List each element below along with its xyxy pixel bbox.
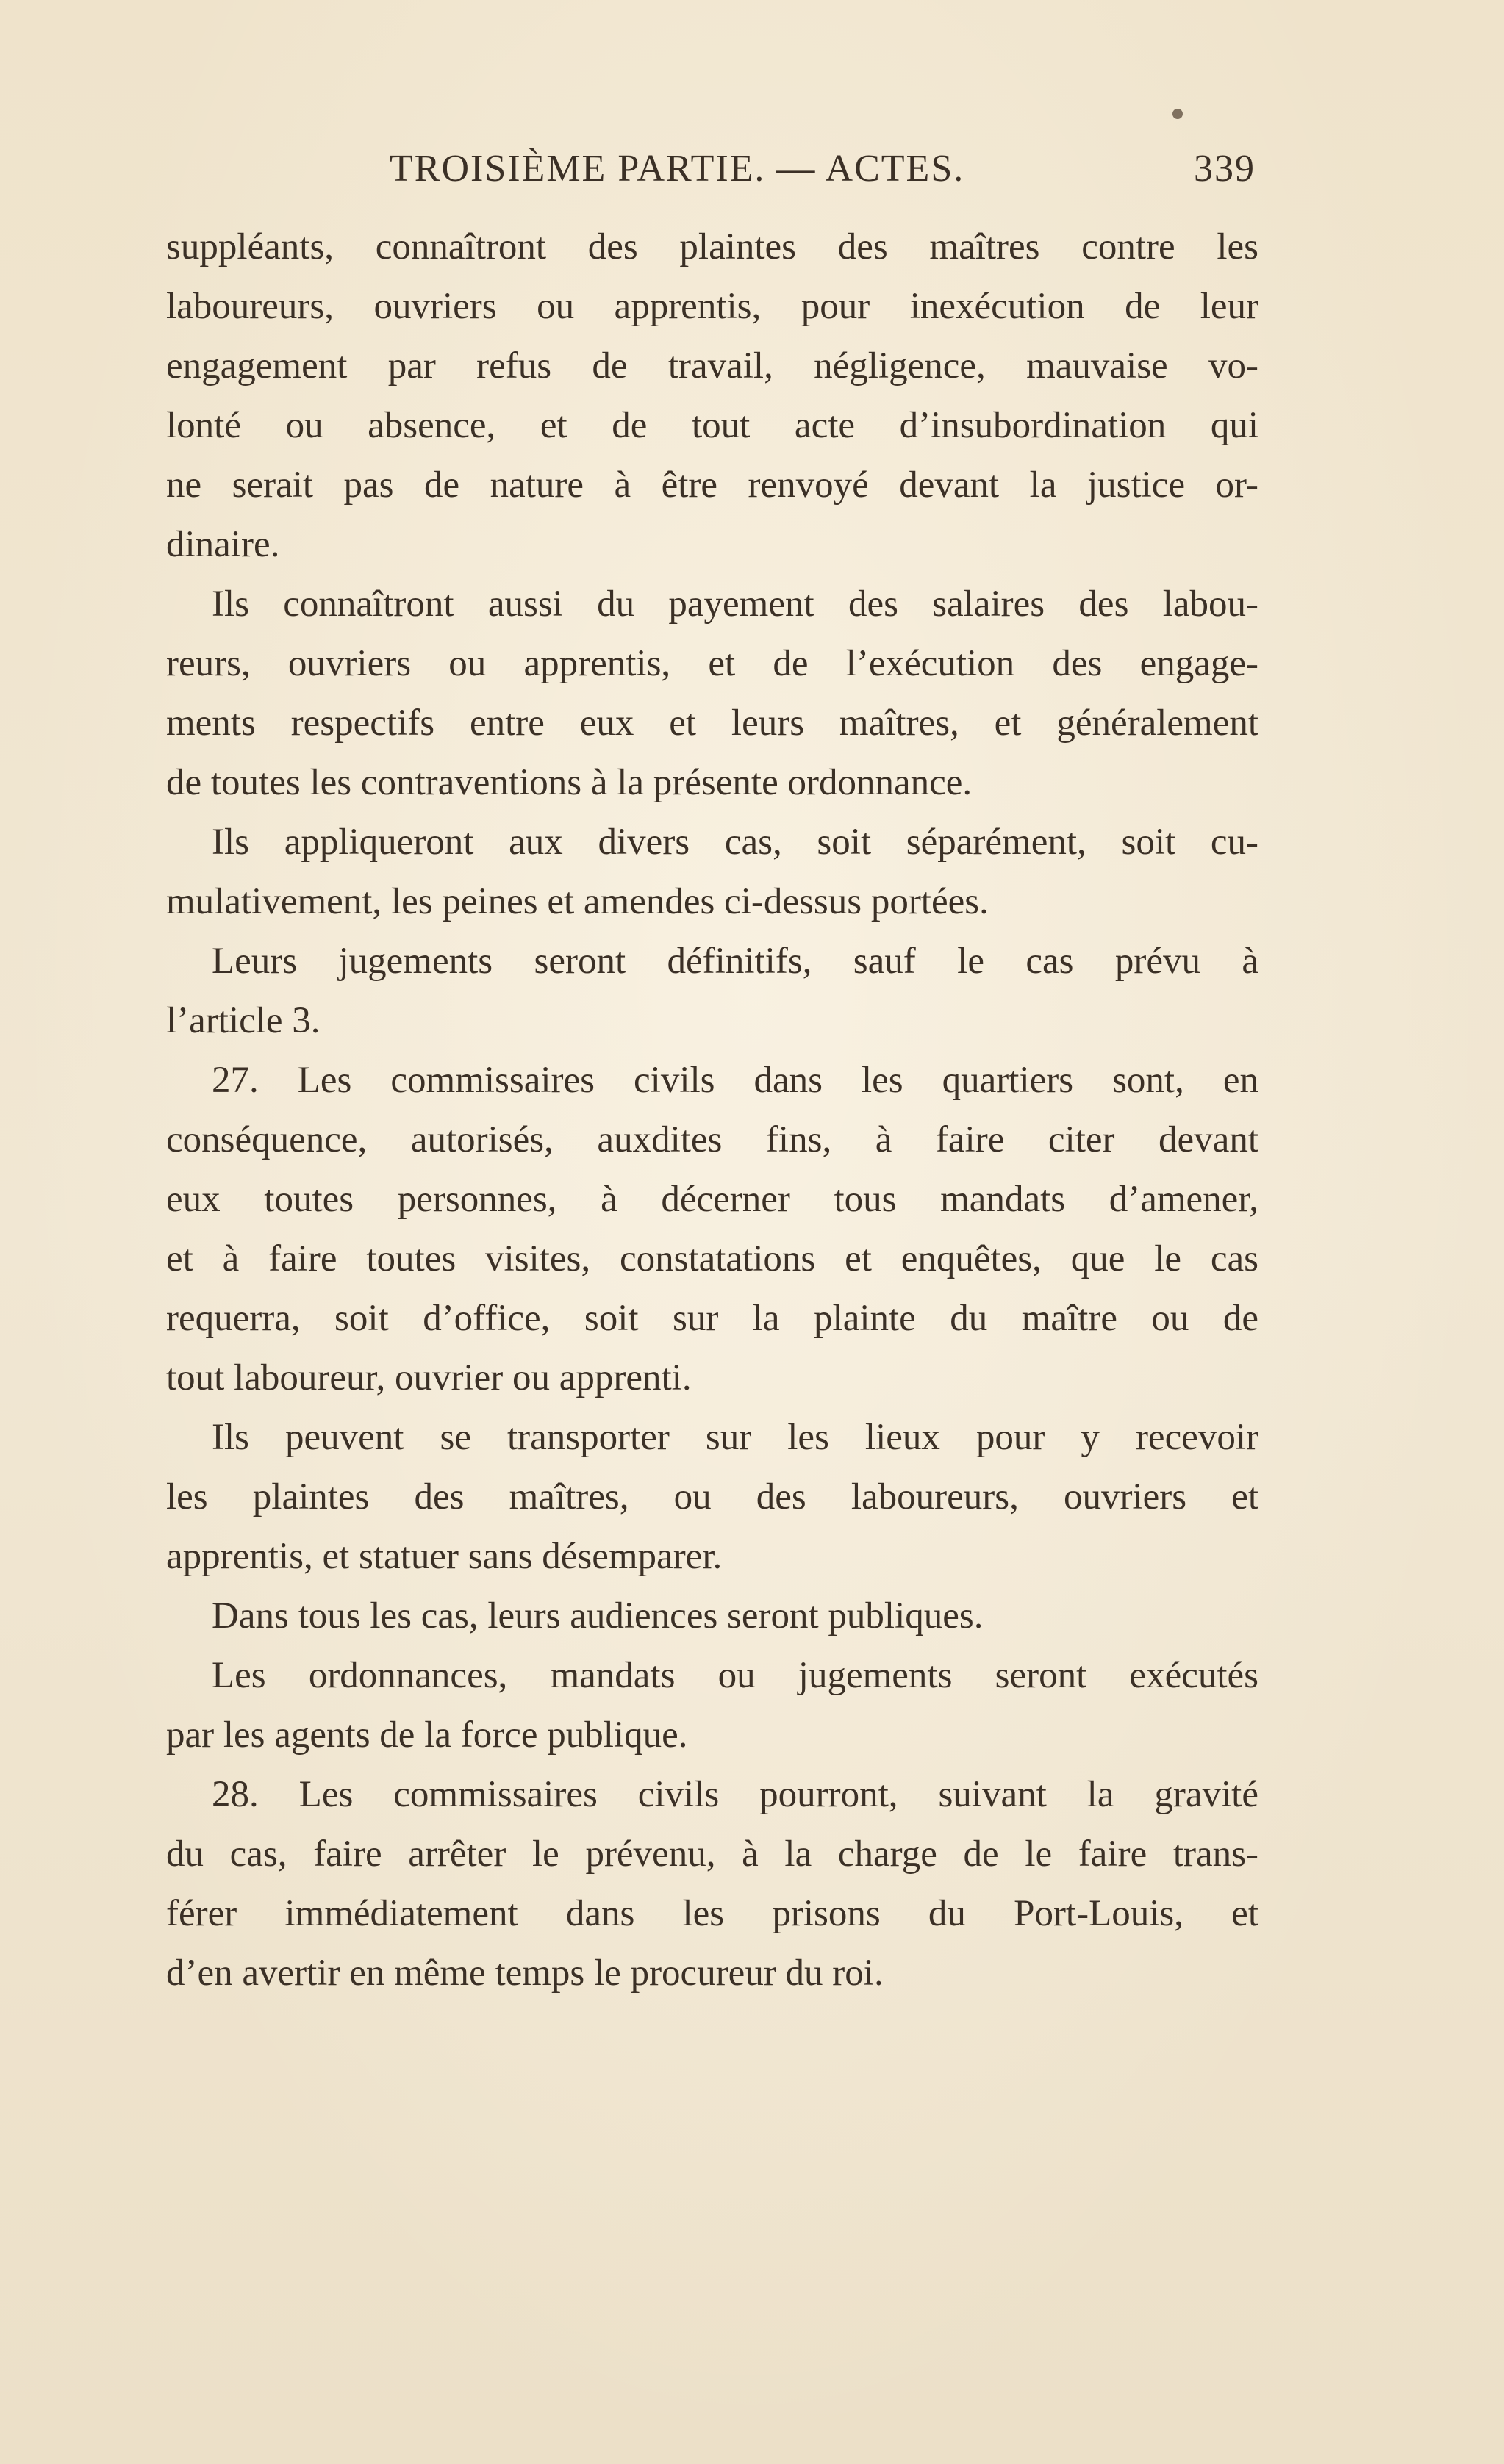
text-line: conséquence, autorisés, auxdites fins, à faire citer devant [166,1119,1258,1160]
running-title: TROISIÈME PARTIE. — ACTES. [390,148,965,190]
text-line: férer immédiatement dans les prisons du Port-Louis, et [166,1893,1258,1934]
text-line: reurs, ouvriers ou apprentis, et de l’exécution des engage- [166,643,1258,684]
text-line: ne serait pas de nature à être renvoyé devant la justice or- [166,464,1258,506]
text-line: par les agents de la force publique. [166,1714,688,1756]
text-line: Les ordonnances, mandats ou jugements seront exécutés [212,1655,1258,1696]
text-line: mulativement, les peines et amendes ci-dessus portées. [166,881,989,922]
page-header [168,147,1256,198]
page-number: 339 [1194,148,1256,190]
text-line: Dans tous les cas, leurs audiences seront publiques. [212,1595,984,1637]
text-line: dinaire. [166,524,280,565]
text-line: engagement par refus de travail, négligence, mauvaise vo- [166,345,1258,387]
text-line: du cas, faire arrêter le prévenu, à la charge de le faire trans- [166,1833,1258,1875]
text-line: eux toutes personnes, à décerner tous mandats d’amener, [166,1179,1258,1220]
text-line: lonté ou absence, et de tout acte d’insubordination qui [166,405,1258,446]
text-line: suppléants, connaîtront des plaintes des maîtres contre les [166,226,1258,267]
text-line: apprentis, et statuer sans désemparer. [166,1536,723,1577]
text-line: les plaintes des maîtres, ou des laboureurs, ouvriers et [166,1476,1258,1517]
text-line: 27. Les commissaires civils dans les quartiers sont, en [212,1060,1258,1101]
text-line: laboureurs, ouvriers ou apprentis, pour inexécution de leur [166,286,1258,327]
text-line: l’article 3. [166,1000,321,1041]
text-line: de toutes les contraventions à la présente ordonnance. [166,762,973,803]
text-line: d’en avertir en même temps le procureur du roi. [166,1953,884,1994]
text-line: 28. Les commissaires civils pourront, suivant la gravité [212,1774,1258,1815]
text-line: Ils appliqueront aux divers cas, soit séparément, soit cu- [212,822,1258,863]
text-line: et à faire toutes visites, constatations et enquêtes, que le cas [166,1238,1258,1279]
text-line: Ils peuvent se transporter sur les lieux pour y recevoir [212,1417,1258,1458]
text-line: tout laboureur, ouvrier ou apprenti. [166,1357,692,1398]
body-text [166,218,1258,2003]
text-line: Leurs jugements seront définitifs, sauf le cas prévu à [212,941,1258,982]
text-line: requerra, soit d’office, soit sur la plainte du maître ou de [166,1298,1258,1339]
ink-spot [1172,109,1183,119]
text-line: ments respectifs entre eux et leurs maîtres, et généralement [166,703,1258,744]
text-line: Ils connaîtront aussi du payement des salaires des labou- [212,583,1258,625]
